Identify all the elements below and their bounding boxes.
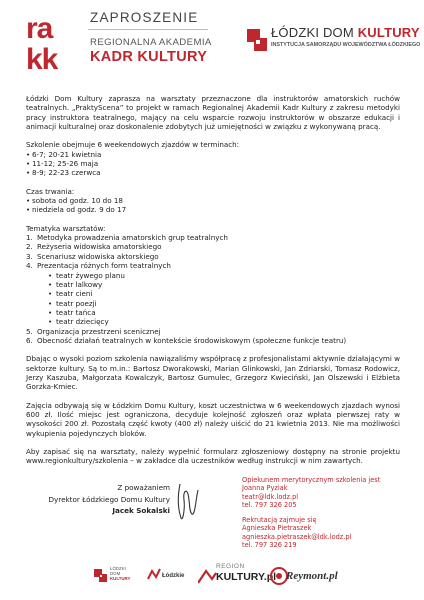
signer-name: Jacek Sokalski: [112, 506, 170, 515]
duration-heading: Czas trwania:: [26, 186, 75, 196]
contact-2-name: Agnieszka Pietraszek: [242, 524, 312, 533]
invitation-heading: ZAPROSZENIE: [90, 10, 199, 25]
contact-2-phone: tel. 797 326 219: [242, 541, 297, 550]
contact-1-email[interactable]: teatr@ldk.lodz.pl: [242, 492, 299, 501]
list-item: • teatr dziecięcy: [48, 317, 400, 326]
intro-paragraph: Łódzki Dom Kultury zaprasza na warsztaty przeznaczone dla instruktorów amatorskich ruchów teatralnych. „PraktyScena” to projekt w ramach Regionalnej Akademii Kadr Kultury z zakresu metodyki pracy instruktora teatralnego, mający na celu wsparcie rozwoju instruktorów w obszarze edukacji i animacji kulturalnej oraz doskonalenie zdobytych już umiejętności w związku z wykonywaną pracą.: [26, 94, 400, 132]
topics-list: [26, 233, 400, 345]
region-kultury-top: REGION: [216, 563, 245, 570]
greeting: Z poważaniem: [117, 483, 170, 492]
svg-text:kk: kk: [26, 43, 58, 72]
contact-1-name: Joanna Pyziak: [242, 484, 288, 493]
ldk-subtitle: INSTYTUCJA SAMORZĄDU WOJEWÓDZTWA ŁÓDZKIEGO: [271, 42, 421, 48]
letter-body: [26, 94, 400, 466]
signup-paragraph: Aby zapisać się na warsztaty, należy wypełnić formularz zgłoszeniowy dostępny na stronie projektu www.regionkultury/szkolenia – w zakładce dla uczestników według instrukcji w nim zawartych.: [26, 447, 400, 466]
list-item: 3. Scenariusz widowiska aktorskiego: [26, 251, 159, 261]
region-kultury-bottom: KULTURY.pl: [216, 571, 277, 583]
list-item: 5. Organizacja przestrzeni scenicznej: [26, 326, 161, 336]
ldk-logo-icon: [247, 29, 267, 51]
partners-paragraph: Dbając o wysoki poziom szkolenia nawiązaliśmy współpracę z profesjonalistami aktywnie działającymi w sektorze kultury. Są to m.in.: Bartosz Dworakowski, Marian Glinkowski, Jan Zdriarski, Tomasz Rodowicz, Jerzy Kaszuba, Małgorzata Kowalczyk, Bartosz Gumulec, Grzegorz Kwieciński, Jan Olszewski i Elżbieta Gorzka-Kmiec.: [26, 354, 400, 392]
contact-1-phone: tel. 797 326 205: [242, 500, 297, 509]
list-item: 2. Reżyseria widowiska amatorskiego: [26, 242, 162, 252]
contact-block: [242, 476, 392, 549]
svg-text:ra: ra: [26, 12, 53, 45]
schedule-heading: Szkolenie obejmuje 6 weekendowych zjazdów w terminach:: [26, 140, 240, 150]
topics-heading: Tematyka warsztatów:: [26, 223, 106, 233]
schedule-list: [26, 150, 400, 178]
academy-name-bottom: KADR KULTURY: [90, 49, 208, 65]
list-item: • teatr poezji: [48, 299, 400, 308]
list-item: • 6-7; 20-21 kwietnia: [26, 150, 400, 159]
signature-block: [26, 482, 170, 517]
ldk-name: ŁÓDZKI DOM KULTURY: [271, 25, 420, 40]
fees-paragraph: Zajęcia odbywają się w Łódzkim Domu Kultury, koszt uczestnictwa w 6 weekendowych zjazdach wynosi 600 zł. Ilość miejsc jest ograniczona, decyduje kolejność zgłoszeń oraz wpłata pierwszej raty w wysokości 200 zł. Pozostałą część kwoty (400 zł) należy uiścić do 21 kwietnia 2013. Nie ma możliwości wykupienia pojedynczych bloków.: [26, 400, 400, 438]
list-item: • 8-9; 22-23 czerwca: [26, 168, 400, 177]
list-item: • teatr tańca: [48, 308, 400, 317]
header-divider: [88, 29, 208, 30]
contact-2-title: Rekrutacją zajmuje się: [242, 516, 317, 525]
rakk-logo: [26, 12, 82, 72]
theatre-forms-list: [37, 271, 400, 327]
handwritten-signature: [172, 478, 202, 524]
duration-list: [26, 196, 400, 215]
list-item: 6. Obecność działań teatralnych w kontekście środowiskowym (społeczne funkcje teatru): [26, 335, 347, 345]
reymont-logo-text: Reymont.pl: [286, 570, 338, 582]
list-item: • teatr lalkowy: [48, 280, 400, 289]
footer-ldk-name: ŁÓDZKI DOM KULTURY: [110, 566, 131, 582]
signer-role: Dyrektor Łódzkiego Domu Kultury: [48, 494, 170, 504]
list-item: 4. Prezentacja różnych form teatralnych • teatr żywego planu • teatr lalkowy • teatr cieni • teatr poezji • teatr tańca • teatr dziecięcy: [26, 261, 400, 326]
list-item: • 11-12; 25-26 maja: [26, 159, 400, 168]
list-item: • niedziela od godz. 9 do 17: [26, 205, 400, 214]
contact-2-email[interactable]: agnieszka.pietraszek@ldk.lodz.pl: [242, 532, 352, 541]
list-item: • teatr cieni: [48, 289, 400, 298]
list-item: • sobota od godz. 10 do 18: [26, 196, 400, 205]
list-item: • teatr żywego planu: [48, 271, 400, 280]
lodzkie-logo-text: Łódzkie: [162, 573, 185, 579]
list-item: 1. Metodyka prowadzenia amatorskich grup teatralnych: [26, 233, 228, 243]
contact-1-title: Opiekunem merytorycznym szkolenia jest: [242, 476, 381, 484]
academy-name-top: REGIONALNA AKADEMIA: [90, 37, 212, 48]
